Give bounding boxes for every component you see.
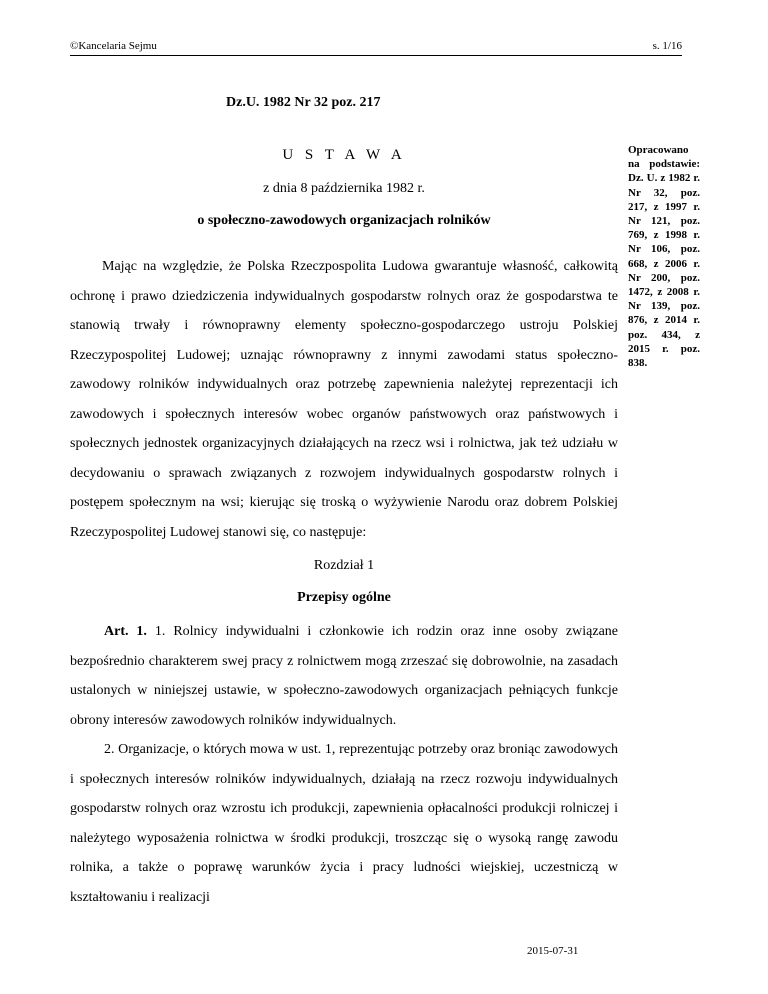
journal-reference: Dz.U. 1982 Nr 32 poz. 217 (226, 95, 381, 110)
article-1-paragraph-1-text: 1. Rolnicy indywidualni i członkowie ich rodzin oraz inne osoby związane bezpośrednio charakterem swej pracy z rolnictwem mogą zrzeszać się dobrowolnie, na zasadach ustalonych w niniejszej ustawie, w społeczno-zawodowych organizacjach pełniących funkcje obrony interesów zawodowych rolników indywidualnych. (70, 624, 619, 728)
article-1 (70, 617, 618, 912)
amendments-sidenote: Opracowano na podstawie: Dz. U. z 1982 r. Nr 32, poz. 217, z 1997 r. Nr 121, poz. 769, z 1998 r. Nr 106, poz. 668, z 2006 r. Nr 200, poz. 1472, z 2008 r. Nr 139, poz. 876, z 2014 r. poz. 434, z 2015 r. poz. 838. (628, 144, 700, 370)
chapter-title: Przepisy ogólne (297, 590, 391, 605)
preamble: Mając na względzie, że Polska Rzeczpospolita Ludowa gwarantuje własność, całkowitą ochronę i prawo dziedziczenia indywidualnych gospodarstw rolnych oraz że gospodarstwa te stanowią trwały i równoprawny elementy społeczno-gospodarczego ustroju Polskiej Rzeczypospolitej Ludowej; uznając równoprawny z innymi zawodami status społeczno-zawodowy rolników indywidualnych oraz potrzebę zapewnienia należytej reprezentacji ich zawodowych i społecznych interesów wobec organów państwowych oraz państwowych i społecznych jednostek organizacyjnych działających na rzecz wsi i rolnictwa, jak też udziału w decydowaniu o sprawach związanych z rozwojem indywidualnych gospodarstw rolnych i postępem społecznym na wsi; kierując się troską o wyżywienie Narodu oraz dobrem Polskiej Rzeczypospolitej Ludowej stanowi się, co następuje: (70, 259, 618, 540)
act-date: z dnia 8 października 1982 r. (263, 181, 425, 196)
header-copyright: ©Kancelaria Sejmu (70, 40, 157, 52)
chapter-number: Rozdział 1 (313, 558, 375, 573)
article-1-paragraph-1 (70, 617, 618, 735)
article-label: Art. 1. (104, 624, 147, 639)
header-divider (70, 55, 682, 56)
footer-date: 2015-07-31 (527, 945, 579, 957)
act-subject: o społeczno-zawodowych organizacjach rolników (197, 213, 491, 228)
act-title: U S T A W A (282, 147, 406, 163)
page-number: s. 1/16 (652, 40, 682, 52)
article-1-paragraph-2: 2. Organizacje, o których mowa w ust. 1, reprezentując potrzeby oraz broniąc zawodowych i społecznych interesów rolników indywidualnych, działają na rzecz rozwoju indywidualnych gospodarstw rolnych oraz wzrostu ich produkcji, zapewnienia opłacalności produkcji rolniczej i należytego wyposażenia rolnictwa w środki produkcji, troszcząc się o wysoką rangę zawodu rolnika, a także o poprawę warunków życia i pracy ludności wiejskiej, uczestniczą w kształtowaniu i realizacji (70, 742, 618, 905)
